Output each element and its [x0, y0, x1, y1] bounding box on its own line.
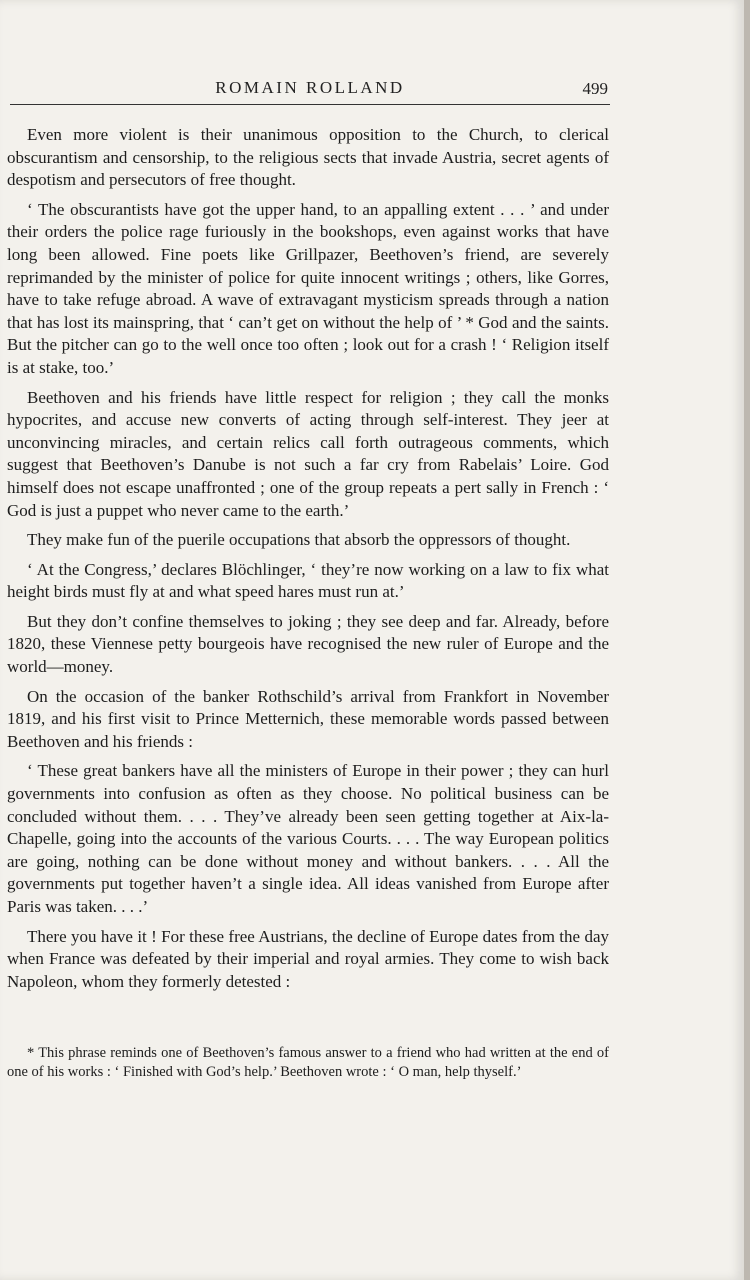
running-head: ROMAIN ROLLAND [215, 78, 405, 97]
paragraph: But they don’t confine themselves to joking ; they see deep and far. Already, before 1820, these Viennese petty bourgeois have recognised the new ruler of Europe and the world—money. [7, 611, 609, 677]
paragraph: ‘ At the Congress,’ declares Blöchlinger, ‘ they’re now working on a law to fix what height birds must fly at and what speed hares must run at.’ [7, 559, 609, 602]
footnote-text: * This phrase reminds one of Beethoven’s famous answer to a friend who had written at the end of one of his works : ‘ Finished with God’s help.’ Beethoven wrote : ‘ O man, help thyself.’ [7, 1045, 609, 1080]
page-edge [744, 0, 750, 1280]
footnote [7, 1044, 609, 1082]
paragraph: Even more violent is their unanimous opposition to the Church, to clerical obscurantism and censorship, to the religious sects that invade Austria, secret agents of despotism and persecutors of free thought. [7, 125, 609, 190]
page-header [10, 78, 610, 105]
paragraph: ‘ These great bankers have all the ministers of Europe in their power ; they can hurl governments into confusion as often as they choose. No political business can be concluded without them. . . . They’ve already been seen getting together at Aix-la-Chapelle, going into the accounts of the various Courts. . . . The way European politics are going, nothing can be done without money and without bankers. . . . All the governments put together haven’t a single idea. All ideas vanished from Europe after Paris was taken. . . .’ [7, 761, 609, 916]
paragraph: They make fun of the puerile occupations that absorb the oppressors of thought. [27, 530, 571, 550]
page-number: 499 [582, 79, 608, 98]
paragraph: ‘ The obscurantists have got the upper hand, to an appalling extent . . . ’ and under their orders the police rage furiously in the bookshops, even against works that have long been allowed. Fine poets like Grillpazer, Beethoven’s friend, are severely reprimanded by the minister of police for quite innocent writings ; others, like Gorres, have to take refuge abroad. A wave of extravagant mysticism spreads through a nation that has lost its mainspring, that ‘ can’t get on without the help of ’ * God and the saints. But the pitcher can go to the well once too often ; look out for a crash ! ‘ Religion itself is at stake, too.’ [7, 199, 609, 377]
paragraph: On the occasion of the banker Rothschild’s arrival from Frankfort in November 1819, and his first visit to Prince Metternich, these memorable words passed between Beethoven and his friends : [7, 686, 609, 751]
paragraph: There you have it ! For these free Austrians, the decline of Europe dates from the day when France was defeated by their imperial and royal armies. They come to wish back Napoleon, whom they formerly detested : [7, 926, 609, 991]
body-text [7, 124, 609, 1000]
paragraph: Beethoven and his friends have little respect for religion ; they call the monks hypocrites, and accuse new converts of acting through self-interest. They jeer at unconvincing miracles, and certain relics call forth outrageous comments, which suggest that Beethoven’s Danube is not such a far cry from Rabelais’ Loire. God himself does not escape unaffronted ; one of the group repeats a pert sally in French : ‘ God is just a puppet who never came to the earth.’ [7, 387, 609, 520]
